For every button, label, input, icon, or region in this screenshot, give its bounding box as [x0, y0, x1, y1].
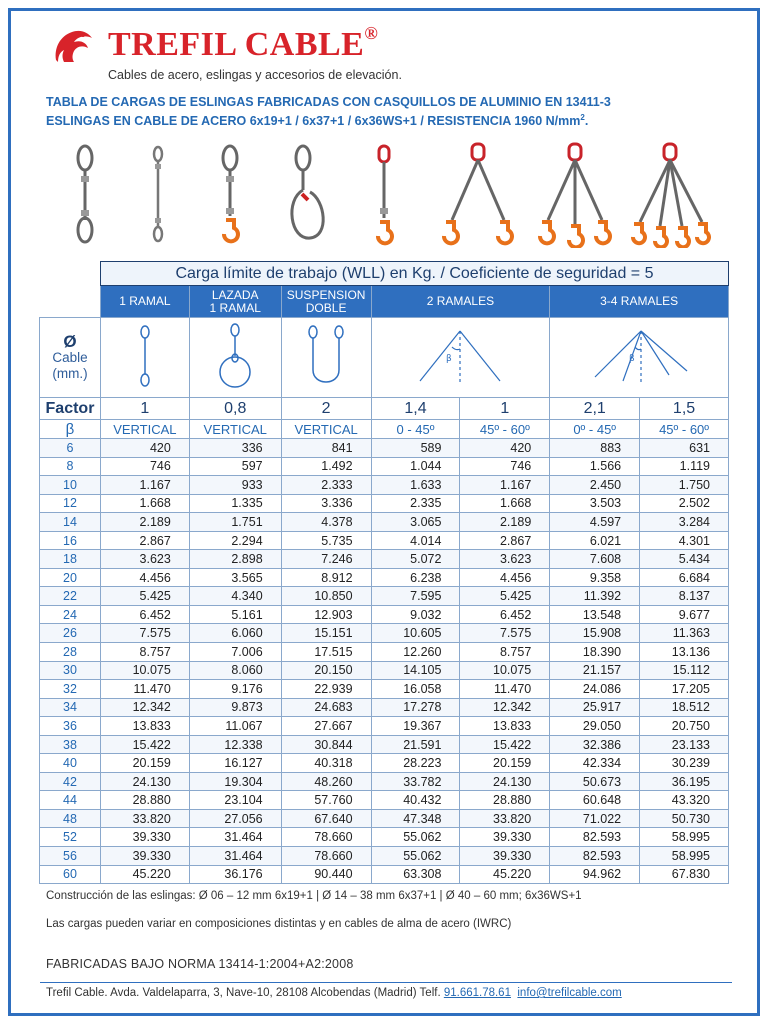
table-row — [40, 828, 729, 847]
cable-diameter-cell: 44 — [40, 791, 101, 810]
load-value-cell: 31.464 — [189, 828, 281, 847]
load-value-cell: 420 — [100, 439, 189, 458]
factor-label: Factor — [40, 398, 101, 420]
load-value-cell: 30.844 — [281, 735, 371, 754]
table-caption: Carga límite de trabajo (WLL) en Kg. / Coeficiente de seguridad = 5 — [100, 262, 728, 286]
load-value-cell: 5.072 — [371, 550, 460, 569]
sling-illustrations — [40, 140, 740, 248]
load-value-cell: 45.220 — [100, 865, 189, 884]
load-value-cell: 29.050 — [550, 717, 640, 736]
load-value-cell: 2.294 — [189, 531, 281, 550]
cable-diameter-cell: 20 — [40, 568, 101, 587]
cable-diameter-cell: 8 — [40, 457, 101, 476]
load-value-cell: 3.503 — [550, 494, 640, 513]
load-value-cell: 78.660 — [281, 847, 371, 866]
load-value-cell: 2.333 — [281, 476, 371, 495]
angle-value: 0 - 45º — [371, 420, 460, 439]
cable-diameter-cell: 10 — [40, 476, 101, 495]
load-value-cell: 420 — [460, 439, 550, 458]
load-value-cell: 33.820 — [100, 809, 189, 828]
load-value-cell: 8.912 — [281, 568, 371, 587]
load-value-cell: 9.677 — [640, 605, 729, 624]
load-value-cell: 17.515 — [281, 643, 371, 662]
factor-value: 2 — [281, 398, 371, 420]
load-value-cell: 15.422 — [460, 735, 550, 754]
load-value-cell: 4.597 — [550, 513, 640, 532]
load-value-cell: 16.058 — [371, 680, 460, 699]
load-value-cell: 60.648 — [550, 791, 640, 810]
load-value-cell: 50.730 — [640, 809, 729, 828]
load-value-cell: 746 — [100, 457, 189, 476]
table-row — [40, 494, 729, 513]
load-value-cell: 597 — [189, 457, 281, 476]
table-row — [40, 735, 729, 754]
load-value-cell: 21.591 — [371, 735, 460, 754]
load-value-cell: 3.623 — [460, 550, 550, 569]
factor-value: 1,5 — [640, 398, 729, 420]
table-row — [40, 550, 729, 569]
load-value-cell: 8.757 — [100, 643, 189, 662]
svg-text:β: β — [446, 354, 453, 364]
load-value-cell: 12.338 — [189, 735, 281, 754]
load-value-cell: 24.683 — [281, 698, 371, 717]
table-row — [40, 680, 729, 699]
load-value-cell: 3.565 — [189, 568, 281, 587]
table-row — [40, 865, 729, 884]
load-value-cell: 94.962 — [550, 865, 640, 884]
load-value-cell: 3.065 — [371, 513, 460, 532]
table-row — [40, 476, 729, 495]
load-value-cell: 43.320 — [640, 791, 729, 810]
four-legs-angle-icon — [579, 323, 699, 389]
brand-tagline: Cables de acero, eslingas y accesorios de elevación. — [108, 68, 402, 82]
sling-single-leg-icon — [78, 146, 92, 242]
load-value-cell: 39.330 — [460, 847, 550, 866]
load-value-cell: 2.335 — [371, 494, 460, 513]
factor-value: 1 — [460, 398, 550, 420]
load-value-cell: 4.301 — [640, 531, 729, 550]
angle-value: 45º - 60º — [460, 420, 550, 439]
table-row — [40, 624, 729, 643]
load-value-cell: 13.833 — [460, 717, 550, 736]
load-value-cell: 1.335 — [189, 494, 281, 513]
choke-diagram-icon — [215, 322, 255, 390]
load-value-cell: 14.105 — [371, 661, 460, 680]
angle-value: 45º - 60º — [640, 420, 729, 439]
load-value-cell: 13.548 — [550, 605, 640, 624]
cable-diameter-cell: 18 — [40, 550, 101, 569]
load-value-cell: 6.238 — [371, 568, 460, 587]
factor-value: 2,1 — [550, 398, 640, 420]
factor-value: 1,4 — [371, 398, 460, 420]
load-value-cell: 39.330 — [460, 828, 550, 847]
load-value-cell: 11.067 — [189, 717, 281, 736]
load-value-cell: 45.220 — [460, 865, 550, 884]
load-value-cell: 48.260 — [281, 772, 371, 791]
load-value-cell: 82.593 — [550, 828, 640, 847]
load-value-cell: 7.575 — [460, 624, 550, 643]
load-value-cell: 2.867 — [460, 531, 550, 550]
load-value-cell: 55.062 — [371, 828, 460, 847]
load-value-cell: 40.432 — [371, 791, 460, 810]
load-value-cell: 20.159 — [460, 754, 550, 773]
load-value-cell: 17.205 — [640, 680, 729, 699]
load-value-cell: 82.593 — [550, 847, 640, 866]
load-value-cell: 7.608 — [550, 550, 640, 569]
load-value-cell: 4.456 — [460, 568, 550, 587]
load-rows — [40, 439, 729, 884]
load-value-cell: 7.006 — [189, 643, 281, 662]
diagram-one-leg — [100, 318, 189, 398]
load-value-cell: 3.336 — [281, 494, 371, 513]
trefil-logo-icon — [50, 24, 98, 66]
load-value-cell: 19.304 — [189, 772, 281, 791]
table-row — [40, 439, 729, 458]
table-row — [40, 531, 729, 550]
load-value-cell: 23.133 — [640, 735, 729, 754]
load-value-cell: 8.137 — [640, 587, 729, 606]
cable-diameter-cell: 16 — [40, 531, 101, 550]
load-value-cell: 12.342 — [100, 698, 189, 717]
sling-thin-leg-icon — [154, 147, 162, 241]
angle-value: VERTICAL — [189, 420, 281, 439]
brand-name: TREFIL CABLE® — [108, 22, 379, 63]
load-value-cell: 27.056 — [189, 809, 281, 828]
cable-diameter-cell: 40 — [40, 754, 101, 773]
cable-diameter-cell: 6 — [40, 439, 101, 458]
load-value-cell: 23.104 — [189, 791, 281, 810]
variation-note: Las cargas pueden variar en composiciones distintas y en cables de alma de acero (IWRC) — [46, 918, 512, 930]
header-one-leg: 1 RAMAL — [100, 286, 189, 318]
footer-divider — [40, 982, 732, 983]
table-row — [40, 661, 729, 680]
footer — [46, 987, 622, 999]
load-value-cell: 746 — [460, 457, 550, 476]
load-value-cell: 6.060 — [189, 624, 281, 643]
load-value-cell: 50.673 — [550, 772, 640, 791]
load-value-cell: 11.363 — [640, 624, 729, 643]
cable-diameter-cell: 34 — [40, 698, 101, 717]
load-value-cell: 5.735 — [281, 531, 371, 550]
load-value-cell: 58.995 — [640, 847, 729, 866]
diagram-choke — [189, 318, 281, 398]
load-value-cell: 42.334 — [550, 754, 640, 773]
load-value-cell: 5.425 — [100, 587, 189, 606]
load-value-cell: 39.330 — [100, 828, 189, 847]
load-value-cell: 24.086 — [550, 680, 640, 699]
load-value-cell: 631 — [640, 439, 729, 458]
table-row — [40, 568, 729, 587]
load-value-cell: 16.127 — [189, 754, 281, 773]
table-row — [40, 587, 729, 606]
load-value-cell: 4.340 — [189, 587, 281, 606]
load-value-cell: 8.757 — [460, 643, 550, 662]
load-value-cell: 24.130 — [100, 772, 189, 791]
cable-diameter-cell: 28 — [40, 643, 101, 662]
table-row — [40, 717, 729, 736]
load-value-cell: 25.917 — [550, 698, 640, 717]
load-value-cell: 10.075 — [100, 661, 189, 680]
load-value-cell: 71.022 — [550, 809, 640, 828]
table-row — [40, 513, 729, 532]
cable-diameter-cell: 22 — [40, 587, 101, 606]
load-value-cell: 9.873 — [189, 698, 281, 717]
load-value-cell: 7.595 — [371, 587, 460, 606]
cable-diameter-cell: 14 — [40, 513, 101, 532]
load-value-cell: 18.390 — [550, 643, 640, 662]
footer-address: Trefil Cable. Avda. Valdelaparra, 3, Nave-10, 28108 Alcobendas (Madrid) Telf. — [46, 987, 444, 999]
cable-diameter-cell: 12 — [40, 494, 101, 513]
load-value-cell: 6.452 — [100, 605, 189, 624]
factor-row — [40, 398, 729, 420]
load-value-cell: 1.119 — [640, 457, 729, 476]
load-value-cell: 1.492 — [281, 457, 371, 476]
phone-link[interactable]: 91.661.78.61 — [443, 987, 511, 999]
load-value-cell: 58.995 — [640, 828, 729, 847]
title-line-1: TABLA DE CARGAS DE ESLINGAS FABRICADAS CON CASQUILLOS DE ALUMINIO EN 13411-3 — [46, 95, 611, 109]
load-value-cell: 17.278 — [371, 698, 460, 717]
load-value-cell: 10.075 — [460, 661, 550, 680]
load-value-cell: 39.330 — [100, 847, 189, 866]
load-value-cell: 2.898 — [189, 550, 281, 569]
diagram-basket — [281, 318, 371, 398]
load-value-cell: 32.386 — [550, 735, 640, 754]
load-value-cell: 5.425 — [460, 587, 550, 606]
load-value-cell: 28.880 — [460, 791, 550, 810]
load-value-cell: 15.422 — [100, 735, 189, 754]
load-value-cell: 28.880 — [100, 791, 189, 810]
load-value-cell: 15.908 — [550, 624, 640, 643]
header-three-four-legs: 3-4 RAMALES — [550, 286, 729, 318]
load-value-cell: 20.750 — [640, 717, 729, 736]
load-value-cell: 15.112 — [640, 661, 729, 680]
load-value-cell: 8.060 — [189, 661, 281, 680]
load-value-cell: 2.502 — [640, 494, 729, 513]
cable-diameter-cell: 24 — [40, 605, 101, 624]
cable-diameter-cell: 26 — [40, 624, 101, 643]
basket-diagram-icon — [301, 322, 351, 390]
load-value-cell: 13.136 — [640, 643, 729, 662]
load-value-cell: 5.434 — [640, 550, 729, 569]
load-value-cell: 1.633 — [371, 476, 460, 495]
load-value-cell: 1.668 — [100, 494, 189, 513]
diagram-three-four-legs — [550, 318, 729, 398]
load-value-cell: 9.032 — [371, 605, 460, 624]
table-row — [40, 457, 729, 476]
load-value-cell: 57.760 — [281, 791, 371, 810]
load-value-cell: 36.195 — [640, 772, 729, 791]
load-value-cell: 2.189 — [100, 513, 189, 532]
cable-diameter-cell: 30 — [40, 661, 101, 680]
load-value-cell: 63.308 — [371, 865, 460, 884]
load-value-cell: 3.284 — [640, 513, 729, 532]
load-value-cell: 9.176 — [189, 680, 281, 699]
cable-diameter-cell: 52 — [40, 828, 101, 847]
factor-value: 0,8 — [189, 398, 281, 420]
load-value-cell: 11.470 — [460, 680, 550, 699]
load-value-cell: 7.246 — [281, 550, 371, 569]
table-row — [40, 772, 729, 791]
cable-diameter-cell: 38 — [40, 735, 101, 754]
load-value-cell: 1.668 — [460, 494, 550, 513]
load-value-cell: 2.867 — [100, 531, 189, 550]
header-two-legs: 2 RAMALES — [371, 286, 550, 318]
construction-note: Construcción de las eslingas: Ø 06 – 12 mm 6x19+1 | Ø 14 – 38 mm 6x37+1 | Ø 40 – 60 mm; 6x36WS+1 — [46, 890, 582, 902]
load-value-cell: 9.358 — [550, 568, 640, 587]
load-value-cell: 22.939 — [281, 680, 371, 699]
load-value-cell: 6.021 — [550, 531, 640, 550]
email-link[interactable]: info@trefilcable.com — [517, 987, 622, 999]
sling-four-legs-icon — [633, 144, 709, 247]
load-value-cell: 11.392 — [550, 587, 640, 606]
header-choke: LAZADA 1 RAMAL — [189, 286, 281, 318]
load-value-cell: 2.450 — [550, 476, 640, 495]
sling-masterlink-single-icon — [378, 146, 392, 243]
load-value-cell: 33.782 — [371, 772, 460, 791]
cable-diameter-cell: 48 — [40, 809, 101, 828]
load-value-cell: 67.830 — [640, 865, 729, 884]
table-row — [40, 643, 729, 662]
load-value-cell: 27.667 — [281, 717, 371, 736]
load-value-cell: 6.684 — [640, 568, 729, 587]
load-value-cell: 11.470 — [100, 680, 189, 699]
sling-choker-icon — [292, 146, 323, 238]
load-value-cell: 20.159 — [100, 754, 189, 773]
load-value-cell: 90.440 — [281, 865, 371, 884]
load-value-cell: 4.378 — [281, 513, 371, 532]
load-value-cell: 18.512 — [640, 698, 729, 717]
table-row — [40, 754, 729, 773]
load-value-cell: 12.903 — [281, 605, 371, 624]
load-value-cell: 10.850 — [281, 587, 371, 606]
load-value-cell: 47.348 — [371, 809, 460, 828]
table-row — [40, 791, 729, 810]
two-legs-angle-icon — [400, 323, 520, 389]
angle-value: VERTICAL — [100, 420, 189, 439]
angle-row — [40, 420, 729, 439]
cable-diameter-cell: 56 — [40, 847, 101, 866]
load-value-cell: 20.150 — [281, 661, 371, 680]
table-row — [40, 847, 729, 866]
load-value-cell: 12.342 — [460, 698, 550, 717]
load-value-cell: 1.751 — [189, 513, 281, 532]
cable-diameter-label: Ø Cable (mm.) — [40, 318, 101, 398]
load-value-cell: 1.167 — [100, 476, 189, 495]
load-value-cell: 1.044 — [371, 457, 460, 476]
load-table — [39, 261, 729, 884]
svg-text:β: β — [629, 354, 635, 364]
load-value-cell: 15.151 — [281, 624, 371, 643]
load-value-cell: 7.575 — [100, 624, 189, 643]
table-row — [40, 605, 729, 624]
angle-value: 0º - 45º — [550, 420, 640, 439]
load-value-cell: 589 — [371, 439, 460, 458]
load-value-cell: 21.157 — [550, 661, 640, 680]
load-value-cell: 2.189 — [460, 513, 550, 532]
cable-diameter-cell: 60 — [40, 865, 101, 884]
diagram-two-legs — [371, 318, 550, 398]
load-value-cell: 33.820 — [460, 809, 550, 828]
load-value-cell: 13.833 — [100, 717, 189, 736]
page-title — [46, 95, 736, 129]
cable-diameter-cell: 36 — [40, 717, 101, 736]
standard-note: FABRICADAS BAJO NORMA 13414-1:2004+A2:2008 — [46, 957, 354, 971]
header-basket: SUSPENSION DOBLE — [281, 286, 371, 318]
title-line-2: ESLINGAS EN CABLE DE ACERO 6x19+1 / 6x37+1 / 6x36WS+1 / RESISTENCIA 1960 $N/mm^2$. — [46, 113, 589, 129]
table-row — [40, 809, 729, 828]
load-value-cell: 19.367 — [371, 717, 460, 736]
cable-diameter-cell: 42 — [40, 772, 101, 791]
load-value-cell: 4.456 — [100, 568, 189, 587]
load-value-cell: 24.130 — [460, 772, 550, 791]
load-value-cell: 4.014 — [371, 531, 460, 550]
load-value-cell: 78.660 — [281, 828, 371, 847]
table-row — [40, 698, 729, 717]
load-value-cell: 1.566 — [550, 457, 640, 476]
sling-eye-hook-icon — [223, 146, 238, 241]
load-value-cell: 841 — [281, 439, 371, 458]
load-value-cell: 12.260 — [371, 643, 460, 662]
load-value-cell: 67.640 — [281, 809, 371, 828]
sling-two-legs-icon — [444, 144, 512, 243]
load-value-cell: 40.318 — [281, 754, 371, 773]
load-value-cell: 336 — [189, 439, 281, 458]
cable-diameter-cell: 32 — [40, 680, 101, 699]
load-value-cell: 5.161 — [189, 605, 281, 624]
load-value-cell: 10.605 — [371, 624, 460, 643]
load-value-cell: 1.750 — [640, 476, 729, 495]
load-value-cell: 3.623 — [100, 550, 189, 569]
angle-value: VERTICAL — [281, 420, 371, 439]
load-value-cell: 883 — [550, 439, 640, 458]
load-value-cell: 55.062 — [371, 847, 460, 866]
load-value-cell: 933 — [189, 476, 281, 495]
load-value-cell: 30.239 — [640, 754, 729, 773]
load-value-cell: 1.167 — [460, 476, 550, 495]
sling-three-legs-icon — [540, 144, 610, 247]
factor-value: 1 — [100, 398, 189, 420]
load-value-cell: 36.176 — [189, 865, 281, 884]
load-value-cell: 6.452 — [460, 605, 550, 624]
load-value-cell: 31.464 — [189, 847, 281, 866]
load-value-cell: 28.223 — [371, 754, 460, 773]
one-leg-diagram-icon — [130, 324, 160, 388]
beta-label: β — [40, 420, 101, 439]
